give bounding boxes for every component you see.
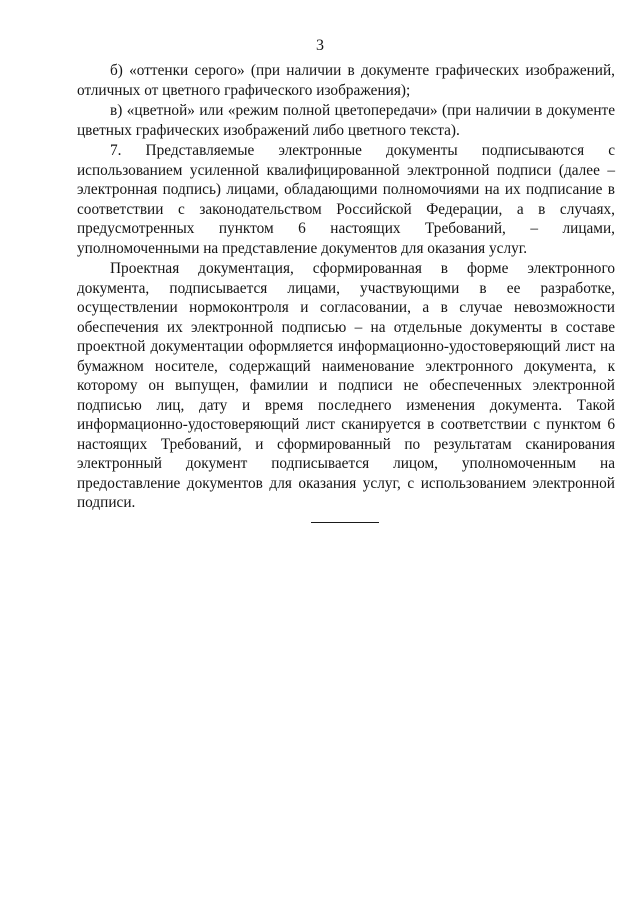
end-of-text-rule [311,522,379,523]
page-number: 3 [316,37,324,54]
paragraph-item-v: в) «цветной» или «режим полной цветопередачи» (при наличии в документе цветных графических изображений либо цветного текста). [77,102,615,139]
paragraph-project-documentation: Проектная документация, сформированная в форме электронного документа, подписывается лицами, участвующими в ее разработке, осуществлении нормоконтроля и согласовании, а в случае невозможности обеспечения их электронной подписью – на отдельные документы в составе проектной документации оформляется информационно-удостоверяющий лист на бумажном носителе, содержащий наименование электронного документа, к которому он выпущен, фамилии и подписи не обеспеченных электронной подписью лиц, дату и время последнего изменения документа. Такой информационно-удостоверяющий лист сканируется в соответствии с пунктом 6 настоящих Требований, и сформированный по результатам сканирования электронный документ подписывается лицом, уполномоченным на предоставление документов для оказания услуг, с использованием электронной подписи. [77,260,615,511]
document-body [77,61,615,513]
paragraph-clause-7: 7. Представляемые электронные документы подписываются с использованием усиленной квалифицированной электронной подписи (далее – электронная подпись) лицами, обладающими полномочиями на их подписание в соответствии с законодательством Российской Федерации, а в случаях, предусмотренных пунктом 6 настоящих Требований, – лицами, уполномоченными на представление документов для оказания услуг. [77,142,615,257]
paragraph-item-b: б) «оттенки серого» (при наличии в документе графических изображений, отличных от цветного графического изображения); [77,62,615,99]
